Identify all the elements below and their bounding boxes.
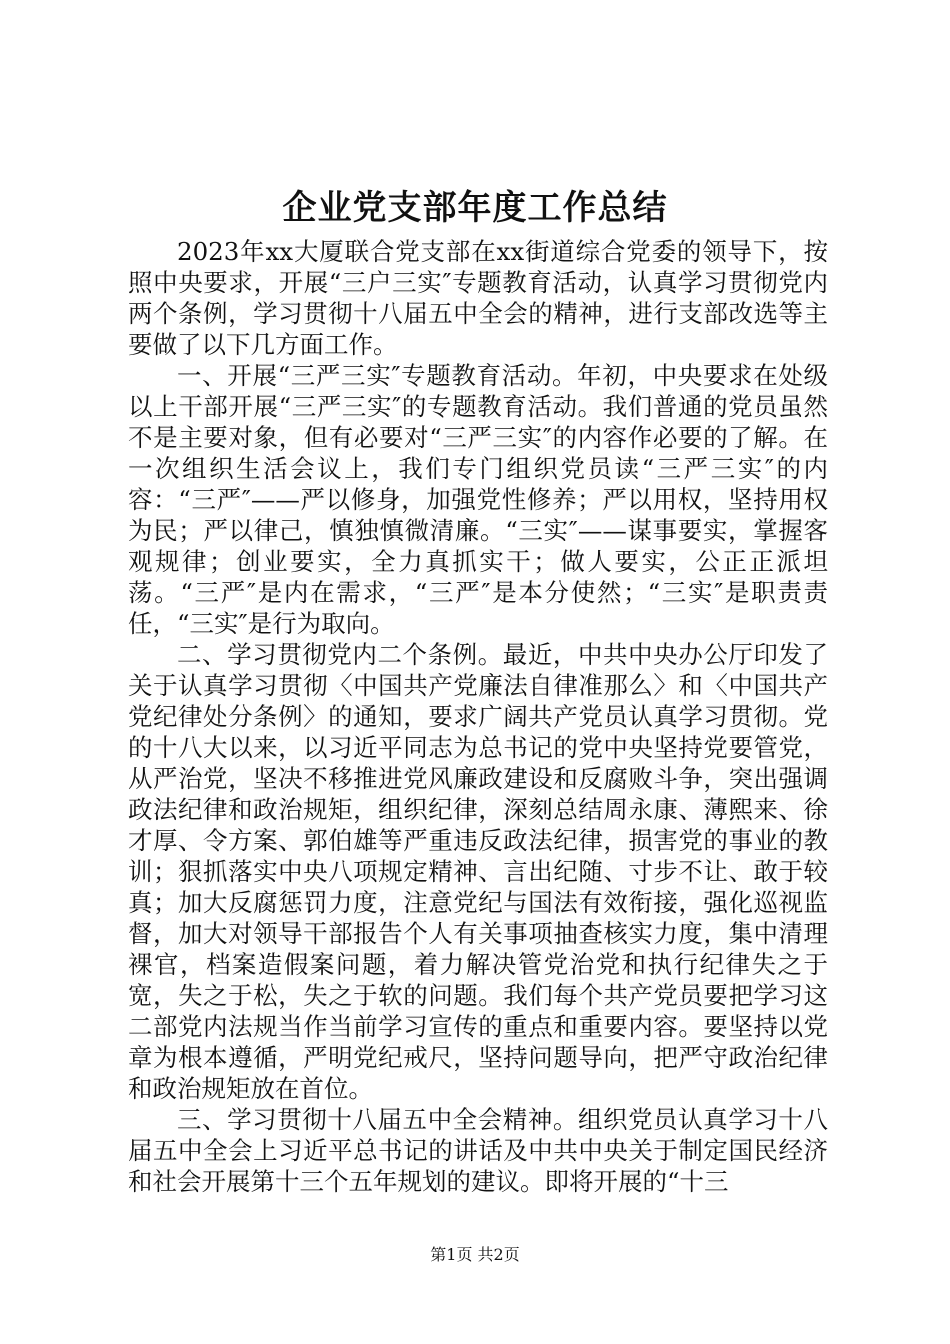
document-body [128,236,828,1197]
document-title: 企业党支部年度工作总结 [282,188,668,228]
paragraph-section-3: 三、学习贯彻十八届五中全会精神。组织党员认真学习十八届五中全会上习近平总书记的讲话及中共中央关于制定国民经济和社会开展第十三个五年规划的建议。即将开展的“十三 [128,1105,828,1196]
page-number: 第1页 [430,1245,473,1264]
paragraph-intro: 2023年xx大厦联合党支部在xx街道综合党委的领导下，按照中央要求，开展“三户三实″专题教育活动，认真学习贯彻党内两个条例，学习贯彻十八届五中全会的精神，进行支部改选等主要做了以下几方面工作。 [128,237,828,359]
page-footer [0,1244,950,1266]
paragraph-section-2: 二、学习贯彻党内二个条例。最近，中共中央办公厅印发了关于认真学习贯彻〈中国共产党廉法自律准那么〉和〈中国共产党纪律处分条例〉的通知，要求广阔共产党员认真学习贯彻。党的十八大以来，以习近平同志为总书记的党中央坚持党要管党，从严治党，坚决不移推进党风廉政建设和反腐败斗争，突出强调政法纪律和政治规矩，组织纪律，深刻总结周永康、薄熙来、徐才厚、令方案、郭伯雄等严重违反政法纪律，损害党的事业的教训；狠抓落实中央八项规定精神、言出纪随、寸步不让、敢于较真；加大反腐惩罚力度，注意党纪与国法有效衔接，强化巡视监督，加大对领导干部报告个人有关事项抽查核实力度，集中清理裸官，档案造假案问题，着力解决管党治党和执行纪律失之于宽，失之于松，失之于软的问题。我们每个共产党员要把学习这二部党内法规当作当前学习宣传的重点和重要内容。要坚持以党章为根本遵循，严明党纪戒尺，坚持问题导向，把严守政治纪律和政治规矩放在首位。 [128,640,828,1103]
page-total: 共2页 [477,1245,520,1264]
paragraph-section-1: 一、开展“三严三实″专题教育活动。年初，中央要求在处级以上干部开展“三严三实″的专题教育活动。我们普通的党员虽然不是主要对象，但有必要对“三严三实″的内容作必要的了解。在一次组织生活会议上，我们专门组织党员读“三严三实″的内容：“三严″——严以修身，加强党性修养；严以用权，坚持用权为民；严以律己，慎独慎微清廉。“三实″——谋事要实，掌握客观规律；创业要实，全力真抓实干；做人要实，公正正派坦荡。“三严″是内在需求，“三严″是本分使然；“三实″是职责责任，“三实″是行为取向。 [128,361,828,638]
